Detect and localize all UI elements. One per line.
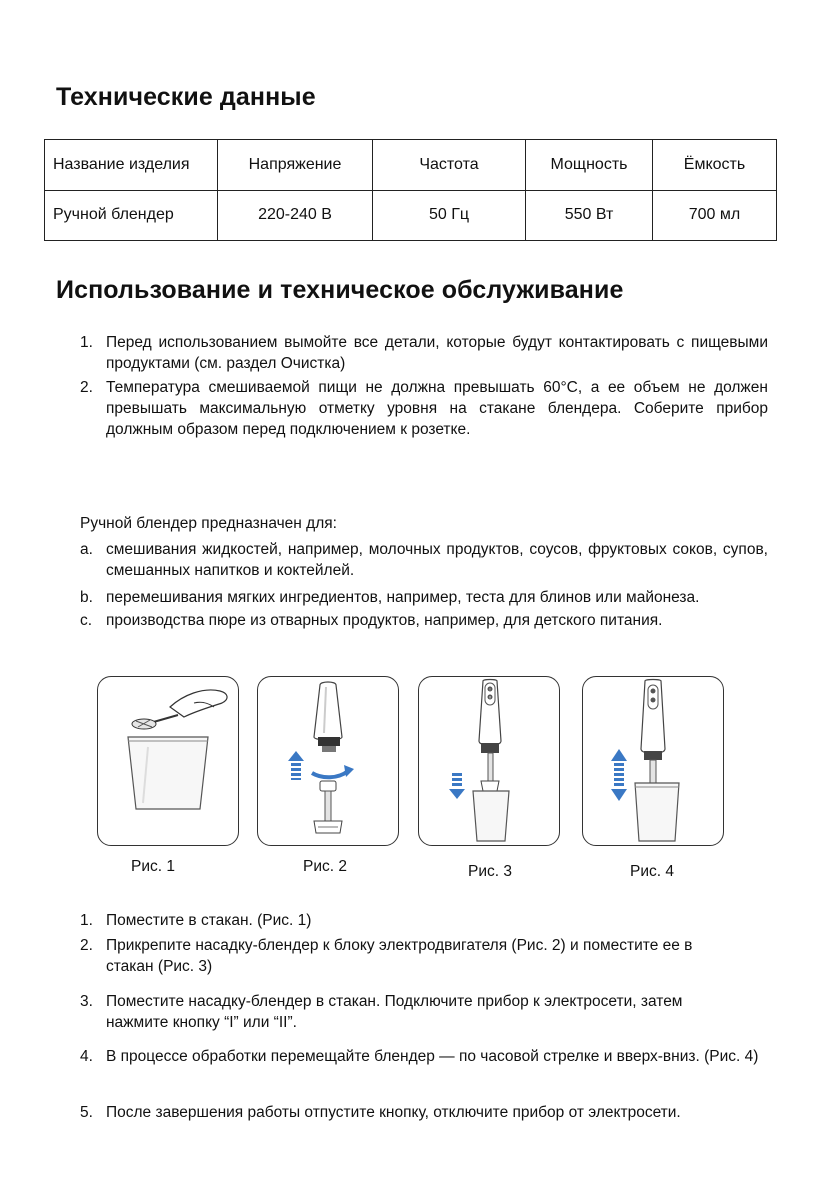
table-cell: 700 мл bbox=[653, 190, 777, 241]
step-number: 5. bbox=[80, 1104, 93, 1121]
table-cell: 550 Вт bbox=[526, 190, 653, 241]
list-item-letter: c. bbox=[80, 612, 93, 629]
list-item-text: производства пюре из отварных продуктов, например, для детского питания. bbox=[106, 612, 663, 629]
arrow-up-icon bbox=[288, 751, 304, 761]
list-item-text: Температура смешиваемой пищи не должна превышать 60°С, а ее объем не должен превышать максимальную отметку уровня на стакане блендера. Соберите прибор должным образом перед подключением к розетке. bbox=[106, 379, 768, 438]
list-item bbox=[80, 610, 768, 631]
rotate-arrow-icon bbox=[312, 771, 348, 777]
figure-4-caption: Рис. 4 bbox=[630, 863, 674, 880]
step-number: 1. bbox=[80, 912, 93, 929]
figure-2-panel bbox=[257, 676, 399, 846]
figure-4-illustration bbox=[583, 677, 723, 845]
table-cell: Ручной блендер bbox=[45, 190, 218, 241]
step-text: Поместите насадку-блендер в стакан. Подключите прибор к электросети, затем нажмите кнопку “I” или “II”. bbox=[106, 993, 683, 1031]
list-item bbox=[80, 587, 768, 608]
button-2-label: II bbox=[489, 695, 491, 700]
step-text: Поместите в стакан. (Рис. 1) bbox=[106, 912, 312, 929]
figure-1-illustration bbox=[98, 677, 238, 845]
figure-4-panel bbox=[582, 676, 724, 846]
list-item-letter: a. bbox=[80, 541, 93, 558]
arrow-down-icon bbox=[449, 789, 465, 799]
arrow-up-down-icon bbox=[611, 749, 627, 761]
list-item bbox=[80, 332, 768, 374]
list-item-text: смешивания жидкостей, например, молочных продуктов, соусов, фруктовых соков, супов, смешанных напитков и коктейлей. bbox=[106, 541, 768, 579]
step-text: В процессе обработки перемещайте блендер — по часовой стрелке и вверх-вниз. (Рис. 4) bbox=[106, 1048, 759, 1065]
table-cell: 50 Гц bbox=[373, 190, 526, 241]
step-item bbox=[80, 910, 770, 931]
list-item-letter: b. bbox=[80, 589, 93, 606]
table-header-cell: Название изделия bbox=[45, 140, 218, 191]
figure-2-illustration bbox=[258, 677, 398, 845]
figure-3-panel bbox=[418, 676, 560, 846]
step-number: 4. bbox=[80, 1048, 93, 1065]
table-header-cell: Мощность bbox=[526, 140, 653, 191]
list-item bbox=[80, 377, 768, 440]
step-text: После завершения работы отпустите кнопку, отключите прибор от электросети. bbox=[106, 1104, 681, 1121]
tech-data-heading: Технические данные bbox=[56, 83, 316, 111]
table-header-row bbox=[45, 140, 777, 191]
step-item bbox=[80, 1046, 786, 1067]
step-item bbox=[80, 935, 720, 977]
spec-table bbox=[44, 139, 777, 241]
figure-3-caption: Рис. 3 bbox=[468, 863, 512, 880]
table-row bbox=[45, 190, 777, 241]
step-text: Прикрепите насадку-блендер к блоку электродвигателя (Рис. 2) и поместите ее в стакан (Рис. 3) bbox=[106, 937, 693, 975]
figure-2-caption: Рис. 2 bbox=[303, 858, 347, 875]
list-item-number: 1. bbox=[80, 334, 93, 351]
list-item-number: 2. bbox=[80, 379, 93, 396]
figure-1-panel bbox=[97, 676, 239, 846]
button-1-label: I bbox=[489, 687, 491, 692]
purpose-intro: Ручной блендер предназначен для: bbox=[80, 515, 337, 532]
table-header-cell: Частота bbox=[373, 140, 526, 191]
step-number: 2. bbox=[80, 937, 93, 954]
step-item bbox=[80, 1102, 786, 1123]
list-item bbox=[80, 539, 768, 581]
usage-heading: Использование и техническое обслуживание bbox=[56, 276, 624, 304]
list-item-text: перемешивания мягких ингредиентов, например, теста для блинов или майонеза. bbox=[106, 589, 700, 606]
step-item bbox=[80, 991, 720, 1033]
table-cell: 220-240 В bbox=[218, 190, 373, 241]
table-header-cell: Напряжение bbox=[218, 140, 373, 191]
list-item-text: Перед использованием вымойте все детали, которые будут контактировать с пищевыми продуктами (см. раздел Очистка) bbox=[106, 334, 768, 372]
table-header-cell: Ёмкость bbox=[653, 140, 777, 191]
figure-1-caption: Рис. 1 bbox=[131, 858, 175, 875]
figure-3-illustration bbox=[419, 677, 559, 845]
step-number: 3. bbox=[80, 993, 93, 1010]
